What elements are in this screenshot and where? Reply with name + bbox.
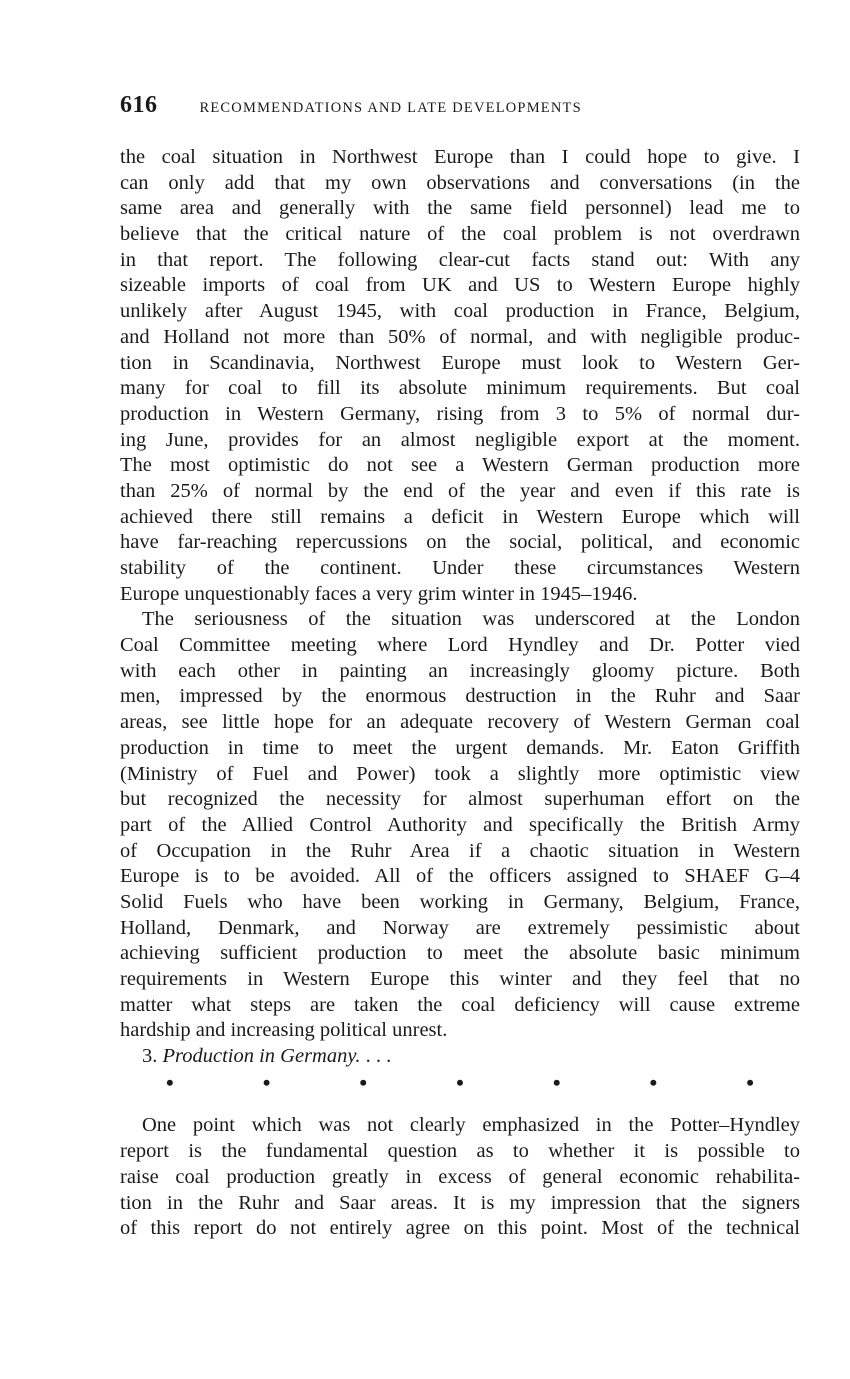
paragraph-line: production in Western Germany, rising from 3 to 5% of normal dur- bbox=[120, 402, 800, 425]
paragraph-line: ing June, provides for an almost negligible export at the moment. bbox=[120, 428, 800, 451]
body-text bbox=[120, 145, 800, 1242]
paragraph-line: achieved there still remains a deficit in Western Europe which will bbox=[120, 505, 800, 528]
paragraph-line: the coal situation in Northwest Europe than I could hope to give. I bbox=[120, 146, 800, 168]
paragraph-line: hardship and increasing political unrest. bbox=[120, 1019, 448, 1042]
paragraph-line: and Holland not more than 50% of normal, and with negligible produc- bbox=[120, 325, 800, 348]
paragraph-line: than 25% of normal by the end of the year and even if this rate is bbox=[120, 479, 800, 502]
paragraph-line: tion in the Ruhr and Saar areas. It is my impression that the signers bbox=[120, 1191, 800, 1214]
section-heading bbox=[120, 1044, 800, 1070]
paragraph-line: of Occupation in the Ruhr Area if a chaotic situation in Western bbox=[120, 839, 800, 862]
paragraph-line: Holland, Denmark, and Norway are extremely pessimistic about bbox=[120, 916, 800, 939]
paragraph-line: areas, see little hope for an adequate recovery of Western German coal bbox=[120, 711, 800, 734]
paragraph-line: report is the fundamental question as to whether it is possible to bbox=[120, 1140, 800, 1163]
omission-dots bbox=[120, 1070, 800, 1096]
paragraph-line: of this report do not entirely agree on this point. Most of the technical bbox=[120, 1217, 800, 1240]
paragraph-line: matter what steps are taken the coal deficiency will cause extreme bbox=[120, 993, 800, 1016]
section-trailing-ellipsis: . . . bbox=[360, 1045, 392, 1068]
omission-dot: • bbox=[649, 1069, 658, 1095]
paragraph-line: requirements in Western Europe this winter and they feel that no bbox=[120, 968, 800, 990]
paragraph-line: have far-reaching repercussions on the social, political, and economic bbox=[120, 531, 800, 554]
paragraph-line: Europe unquestionably faces a very grim winter in 1945–1946. bbox=[120, 582, 638, 605]
paragraph-line: part of the Allied Control Authority and specifically the British Army bbox=[120, 813, 800, 836]
page-number: 616 bbox=[120, 92, 158, 118]
paragraph-line: many for coal to fill its absolute minimum requirements. But coal bbox=[120, 377, 800, 400]
omission-dot: • bbox=[262, 1069, 271, 1095]
paragraph-line: raise coal production greatly in excess of general economic rehabilita- bbox=[120, 1165, 800, 1188]
paragraph-line: can only add that my own observations and conversations (in the bbox=[120, 171, 800, 194]
paragraph-line: The seriousness of the situation was underscored at the London bbox=[142, 608, 800, 631]
paragraph-line: One point which was not clearly emphasized in the Potter–Hyndley bbox=[142, 1114, 800, 1137]
omission-dot: • bbox=[552, 1069, 561, 1095]
paragraph-line: with each other in painting an increasingly gloomy picture. Both bbox=[120, 659, 800, 682]
section-number: 3. bbox=[142, 1045, 158, 1068]
paragraph-2 bbox=[120, 607, 800, 1044]
paragraph-1 bbox=[120, 145, 800, 607]
paragraph-3 bbox=[120, 1113, 800, 1241]
spacer bbox=[120, 1095, 800, 1113]
paragraph-line: (Ministry of Fuel and Power) took a slightly more optimistic view bbox=[120, 762, 800, 785]
omission-dot: • bbox=[359, 1069, 368, 1095]
paragraph-line: Solid Fuels who have been working in Germany, Belgium, France, bbox=[120, 890, 800, 913]
paragraph-line: sizeable imports of coal from UK and US to Western Europe highly bbox=[120, 274, 800, 297]
page-header bbox=[120, 92, 800, 124]
paragraph-line: unlikely after August 1945, with coal production in France, Belgium, bbox=[120, 300, 800, 323]
omission-dot: • bbox=[746, 1069, 754, 1095]
running-head: RECOMMENDATIONS AND LATE DEVELOPMENTS bbox=[199, 100, 582, 116]
omission-dot: • bbox=[456, 1069, 464, 1095]
paragraph-line: tion in Scandinavia, Northwest Europe must look to Western Ger- bbox=[120, 351, 800, 374]
paragraph-line: stability of the continent. Under these circumstances Western bbox=[120, 557, 800, 579]
paragraph-line: achieving sufficient production to meet the absolute basic minimum bbox=[120, 942, 800, 965]
paragraph-line: same area and generally with the same field personnel) lead me to bbox=[120, 197, 800, 220]
omission-dot: • bbox=[166, 1069, 174, 1095]
section-title: Production in Germany. bbox=[162, 1045, 361, 1068]
paragraph-line: The most optimistic do not see a Western German production more bbox=[120, 454, 800, 477]
paragraph-line: believe that the critical nature of the coal problem is not overdrawn bbox=[120, 223, 800, 246]
paragraph-line: in that report. The following clear-cut facts stand out: With any bbox=[120, 248, 800, 271]
paragraph-line: but recognized the necessity for almost superhuman effort on the bbox=[120, 788, 800, 811]
paragraph-line: Europe is to be avoided. All of the officers assigned to SHAEF G–4 bbox=[120, 865, 800, 888]
paragraph-line: production in time to meet the urgent demands. Mr. Eaton Griffith bbox=[120, 736, 800, 759]
paragraph-line: Coal Committee meeting where Lord Hyndley and Dr. Potter vied bbox=[120, 634, 800, 657]
paragraph-line: men, impressed by the enormous destruction in the Ruhr and Saar bbox=[120, 685, 800, 708]
